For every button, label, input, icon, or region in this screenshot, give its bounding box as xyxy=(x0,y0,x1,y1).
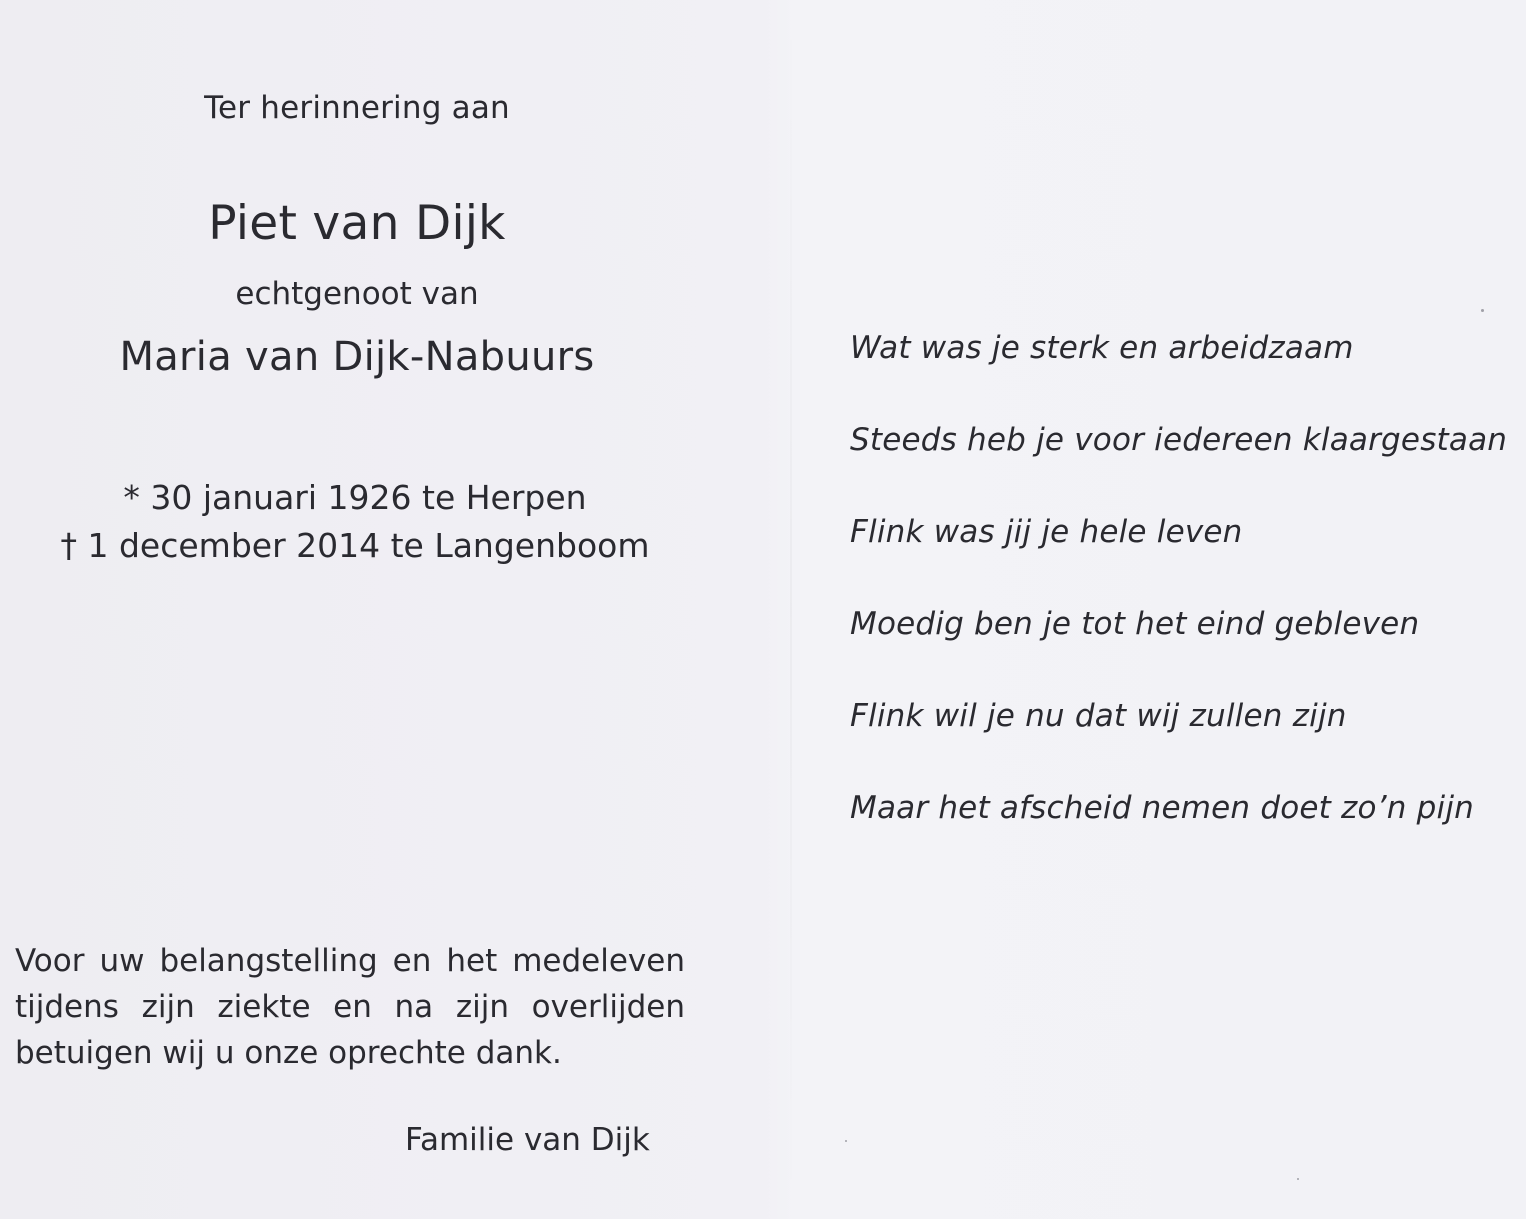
thanks-paragraph xyxy=(15,938,685,1076)
poem-line: Steeds heb je voor iedereen klaargestaan xyxy=(850,422,1508,458)
thanks-line: tijdens zijn ziekte en na zijn overlijden xyxy=(15,989,685,1025)
thanks-line: betuigen wij u onze oprechte dank. xyxy=(15,1035,562,1071)
death-line: † 1 december 2014 te Langenboom xyxy=(60,526,650,565)
deceased-name: Piet van Dijk xyxy=(208,196,506,251)
poem-line: Flink was jij je hele leven xyxy=(850,514,1243,550)
paper-speck xyxy=(1481,309,1484,312)
paper-speck xyxy=(1297,1178,1299,1180)
right-panel xyxy=(792,0,1526,1219)
intro-text: Ter herinnering aan xyxy=(204,90,510,126)
poem-line: Wat was je sterk en arbeidzaam xyxy=(850,330,1354,366)
paper-speck xyxy=(845,1140,847,1142)
thanks-line: Voor uw belangstelling en het medeleven xyxy=(15,943,685,979)
poem-line: Flink wil je nu dat wij zullen zijn xyxy=(850,698,1347,734)
poem-line: Moedig ben je tot het eind gebleven xyxy=(850,606,1420,642)
poem-line: Maar het afscheid nemen doet zo’n pijn xyxy=(850,790,1474,826)
relation-text: echtgenoot van xyxy=(235,276,479,312)
poem xyxy=(850,325,1510,877)
family-signature: Familie van Dijk xyxy=(405,1122,650,1158)
spouse-name: Maria van Dijk-Nabuurs xyxy=(119,334,595,380)
birth-line: * 30 januari 1926 te Herpen xyxy=(123,478,587,517)
